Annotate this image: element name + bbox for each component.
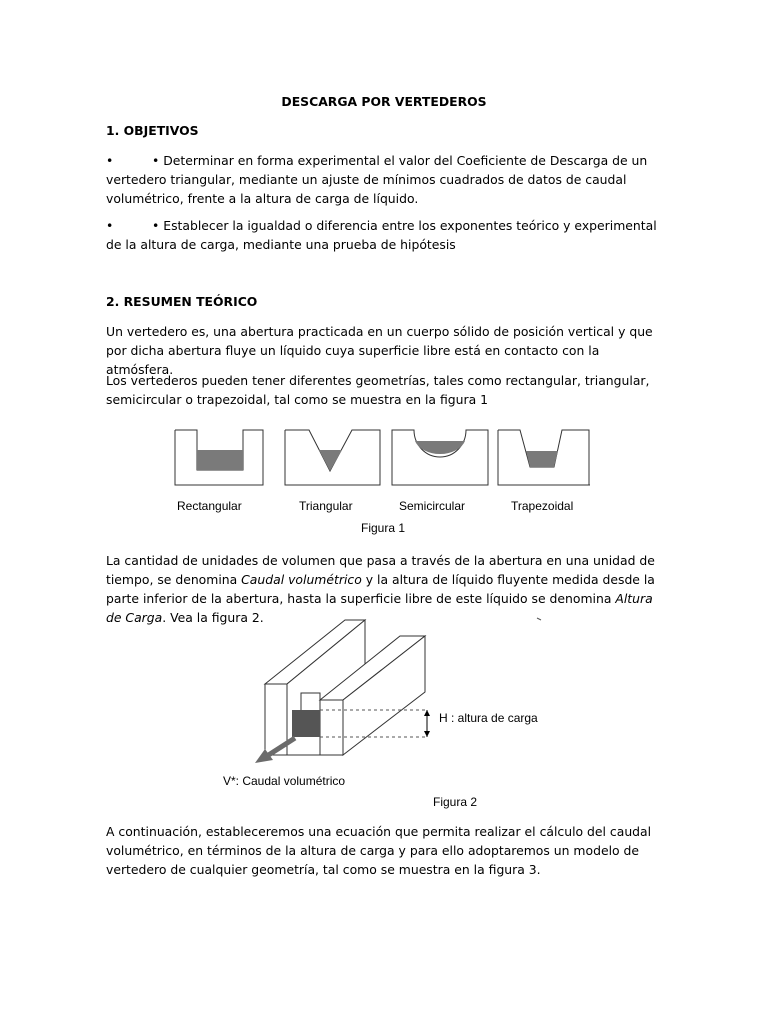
paragraph-caudal-part-c: y la altura de líquido fluyente medida desde la parte inferior de la abertura, hasta la superficie libre de este líquido se denomina [106,572,655,606]
paragraph-caudal-part-a: La cantidad de unidades de volumen que pasa a través de la abertura en una unidad de tiempo, se denomina [106,553,655,587]
label-altura-de-carga: H : altura de carga [439,711,538,725]
triangular-weir-shape [285,430,380,485]
semicircular-weir-shape [392,430,488,485]
label-trapezoidal: Trapezoidal [511,499,574,513]
term-altura-de-carga: Altura de Carga [106,591,653,625]
label-triangular: Triangular [299,499,353,513]
paragraph-continuacion: A continuación, estableceremos una ecuación que permita realizar el cálculo del caudal volumétrico, en términos de la altura de carga y para ello adoptaremos un modelo de vertedero de cualquier geometría, tal como se muestra en la figura 3. [106,824,652,877]
figure-2-caption: Figura 2 [433,795,478,809]
document-title: DESCARGA POR VERTEDEROS [281,94,487,109]
bullet-2-text: • Establecer la igualdad o diferencia entre los exponentes teórico y experimental de la altura de carga, mediante una prueba de hipótesis [106,218,657,252]
term-caudal-volumetrico: Caudal volumétrico [241,572,362,587]
label-semicircular: Semicircular [399,499,466,513]
label-rectangular: Rectangular [177,499,242,513]
section2-heading: 2. RESUMEN TEÓRICO [106,294,258,309]
paragraph-definition: Un vertedero es, una abertura practicada en un cuerpo sólido de posición vertical y que por dicha abertura fluye un líquido cuya superficie libre está en contacto con la atmósfera. [106,324,653,377]
paragraph-geometries: Los vertederos pueden tener diferentes geometrías, tales como rectangular, triangular, semicircular o trapezoidal, tal como se muestra en la figura 1 [106,373,650,407]
rectangular-weir-shape [175,430,263,485]
trapezoidal-weir-shape [498,430,590,485]
bullet-2-mark: • [106,218,114,233]
section1-heading: 1. OBJETIVOS [106,123,199,138]
figure-1-caption: Figura 1 [361,521,406,535]
label-caudal-volumetrico: V*: Caudal volumétrico [223,774,346,788]
paragraph-caudal-part-e: . Vea la figura 2. [162,610,264,625]
bullet-1-text: • Determinar en forma experimental el valor del Coeficiente de Descarga de un vertedero triangular, mediante un ajuste de mínimos cuadrados de datos de caudal volumétrico, frente a la altura de carga de líquido. [106,153,648,206]
figure-2 [215,612,555,812]
bullet-1-mark: • [106,153,114,168]
figure-1 [170,425,590,540]
